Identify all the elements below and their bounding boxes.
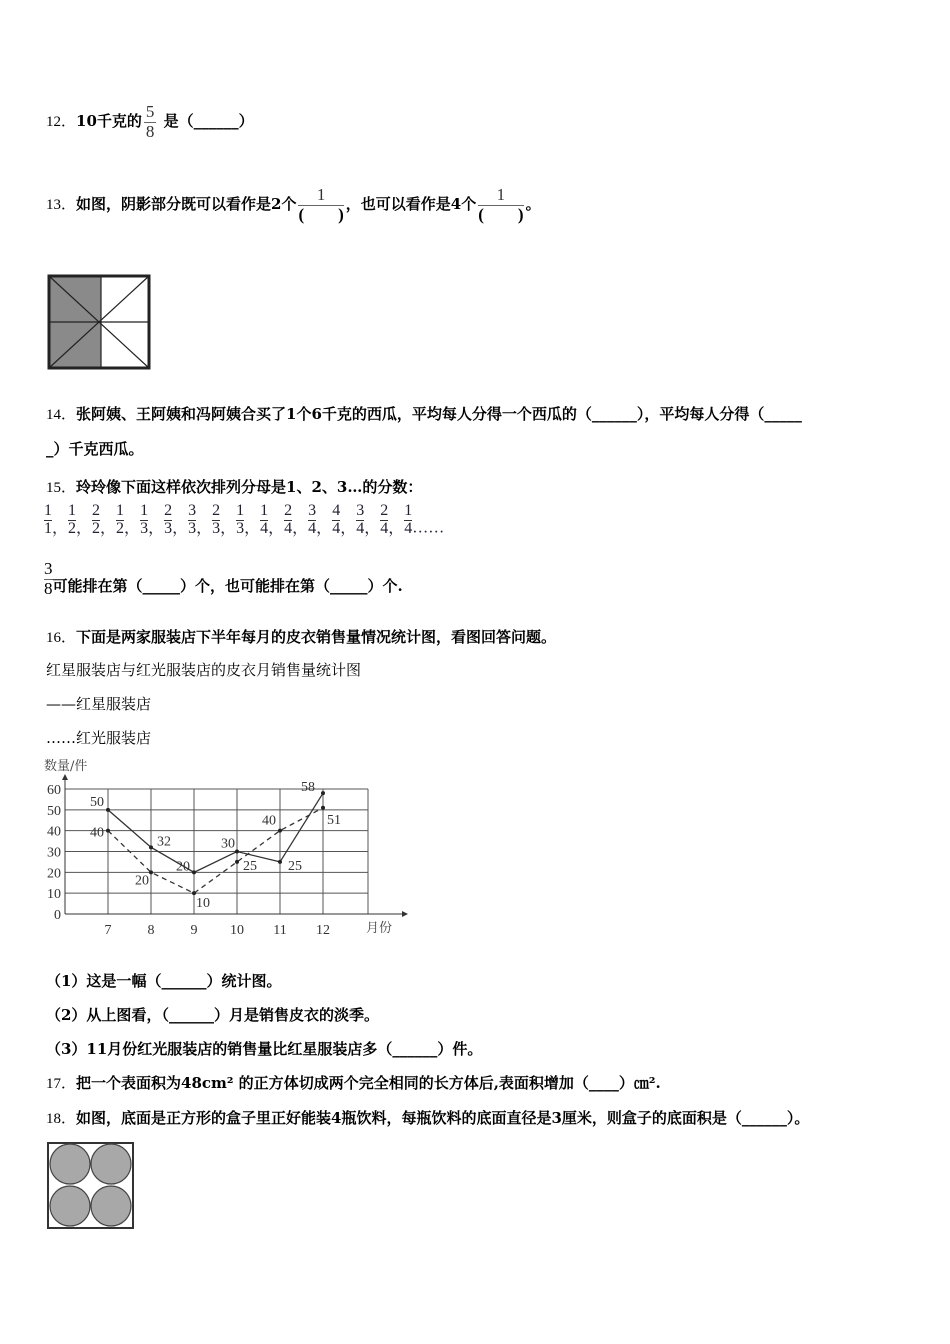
y-axis-label: 数量/件 bbox=[44, 759, 88, 774]
four-bottles-figure bbox=[46, 1141, 136, 1231]
denominator: 3 bbox=[212, 519, 221, 537]
separator: ， bbox=[196, 519, 213, 537]
legend-dashed: ……红光服装店 bbox=[46, 729, 152, 747]
numerator: 3 bbox=[356, 502, 365, 519]
question-15 bbox=[46, 476, 422, 497]
separator: ， bbox=[76, 519, 93, 537]
x-tick-label: 11 bbox=[273, 923, 287, 938]
shaded-square-figure bbox=[46, 273, 152, 371]
fraction-5-8 bbox=[144, 103, 157, 141]
denominator: 8 bbox=[145, 121, 155, 141]
q13-text: 。 bbox=[525, 195, 541, 214]
x-tick-label: 10 bbox=[230, 923, 244, 938]
q16-sub-1: （1）这是一幅（______）统计图。 bbox=[46, 972, 282, 990]
data-label: 51 bbox=[327, 812, 341, 828]
sequence-fraction bbox=[116, 503, 124, 538]
question-number: 17． bbox=[46, 1076, 77, 1092]
y-tick-label: 30 bbox=[47, 845, 61, 861]
numerator: 2 bbox=[284, 502, 293, 519]
question-number: 18． bbox=[46, 1111, 77, 1127]
sequence-fraction bbox=[44, 503, 52, 538]
denominator: 4 bbox=[332, 519, 341, 537]
y-tick-label: 40 bbox=[47, 824, 61, 840]
numerator: 2 bbox=[164, 502, 173, 519]
data-label: 50 bbox=[90, 794, 104, 810]
data-point bbox=[192, 891, 196, 895]
sequence-fraction bbox=[212, 503, 220, 538]
data-label: 40 bbox=[90, 825, 104, 841]
denominator-blank: ( ) bbox=[298, 204, 344, 224]
data-point bbox=[278, 829, 282, 833]
separator: ， bbox=[124, 519, 141, 537]
denominator: 4 bbox=[356, 519, 365, 537]
data-label: 20 bbox=[135, 873, 149, 889]
separator: ， bbox=[292, 519, 309, 537]
question-18 bbox=[46, 1107, 809, 1128]
separator: ， bbox=[244, 519, 261, 537]
numerator: 3 bbox=[44, 559, 53, 578]
line-chart bbox=[40, 750, 410, 940]
sequence-fraction bbox=[356, 503, 364, 538]
denominator: 4 bbox=[308, 519, 317, 537]
numerator: 1 bbox=[44, 502, 52, 519]
data-label: 10 bbox=[196, 896, 210, 912]
numerator: 1 bbox=[236, 502, 245, 519]
numerator: 2 bbox=[212, 502, 221, 519]
x-tick-label: 12 bbox=[316, 923, 330, 938]
numerator: 5 bbox=[145, 102, 155, 121]
data-point bbox=[278, 860, 282, 864]
y-tick-label: 0 bbox=[54, 908, 61, 923]
sequence-fraction bbox=[164, 503, 172, 538]
question-13 bbox=[46, 186, 541, 224]
denominator: 4 bbox=[380, 519, 389, 537]
fraction-1 bbox=[298, 186, 343, 224]
numerator: 1 bbox=[404, 502, 413, 519]
question-number: 12． bbox=[46, 114, 77, 131]
denominator: 4 bbox=[284, 519, 293, 537]
question-12 bbox=[46, 103, 254, 141]
data-point bbox=[106, 808, 110, 812]
data-point bbox=[106, 829, 110, 833]
separator: ， bbox=[52, 519, 69, 537]
denominator: 4 bbox=[260, 519, 269, 537]
sequence-fraction bbox=[188, 503, 196, 538]
denominator: 1 bbox=[44, 519, 52, 537]
data-point bbox=[149, 845, 153, 849]
q13-text: 如图，阴影部分既可以看作是2个 bbox=[76, 195, 297, 214]
chart-title: 红星服装店与红光服装店的皮衣月销售量统计图 bbox=[46, 661, 362, 679]
denominator: 2 bbox=[68, 519, 77, 537]
denominator: 3 bbox=[188, 519, 197, 537]
x-tick-label: 7 bbox=[104, 923, 112, 938]
q14-text: 张阿姨、王阿姨和冯阿姨合买了1个6千克的西瓜，平均每人分得一个西瓜的（______），平均每人分得（_____ bbox=[76, 405, 802, 423]
numerator: 4 bbox=[332, 502, 341, 519]
separator: ， bbox=[316, 519, 333, 537]
question-number: 16． bbox=[46, 630, 77, 646]
denominator: 4 bbox=[404, 519, 413, 537]
sequence-fraction bbox=[140, 503, 148, 538]
numerator: 3 bbox=[188, 502, 197, 519]
data-label: 20 bbox=[176, 859, 190, 875]
x-tick-label: 9 bbox=[190, 923, 198, 938]
numerator: 1 bbox=[260, 502, 269, 519]
legend-solid: ——红星服装店 bbox=[46, 695, 152, 713]
question-number: 13． bbox=[46, 197, 77, 214]
data-point bbox=[235, 850, 239, 854]
sequence-fraction bbox=[260, 503, 268, 538]
question-16 bbox=[46, 626, 556, 647]
denominator: 3 bbox=[140, 519, 149, 537]
sequence-fraction bbox=[380, 503, 388, 538]
y-axis-arrow bbox=[62, 774, 68, 780]
numerator: 2 bbox=[380, 502, 389, 519]
q16-sub-3: （3）11月份红光服装店的销售量比红星服装店多（______）件。 bbox=[46, 1040, 483, 1058]
denominator: 3 bbox=[236, 519, 245, 537]
denominator: 2 bbox=[116, 519, 125, 537]
fraction-3-8 bbox=[44, 560, 53, 598]
question-14-cont: _）千克西瓜。 bbox=[46, 440, 144, 458]
data-point bbox=[149, 870, 153, 874]
sequence-fraction bbox=[236, 503, 244, 538]
denominator-blank: ( ) bbox=[478, 204, 524, 224]
q12-text: 10千克的 bbox=[76, 112, 142, 131]
q16-text: 下面是两家服装店下半年每月的皮衣销售量情况统计图，看图回答问题。 bbox=[76, 628, 557, 646]
numerator: 1 bbox=[140, 502, 149, 519]
fraction-sequence bbox=[44, 503, 444, 538]
sequence-fraction bbox=[308, 503, 316, 538]
separator: ， bbox=[172, 519, 189, 537]
denominator: 3 bbox=[164, 519, 173, 537]
x-axis-arrow bbox=[402, 911, 408, 917]
numerator: 1 bbox=[68, 502, 77, 519]
question-number: 15． bbox=[46, 480, 77, 496]
numerator: 1 bbox=[478, 186, 523, 206]
separator: ， bbox=[364, 519, 381, 537]
y-tick-label: 20 bbox=[47, 866, 61, 882]
sequence-fraction bbox=[92, 503, 100, 538]
fraction-1 bbox=[478, 186, 523, 224]
x-tick-label: 8 bbox=[147, 923, 155, 938]
sequence-fraction bbox=[68, 503, 76, 538]
question-14 bbox=[46, 403, 802, 424]
q15-question-text: 可能排在第（_____）个，也可能排在第（_____）个. bbox=[52, 577, 403, 596]
numerator: 3 bbox=[308, 502, 317, 519]
q17-text: 把一个表面积为48cm² 的正方体切成两个完全相同的长方体后,表面积增加（____）㎝². bbox=[76, 1074, 661, 1092]
data-label: 40 bbox=[262, 813, 276, 829]
data-point bbox=[235, 860, 239, 864]
denominator: 2 bbox=[92, 519, 101, 537]
numerator: 1 bbox=[298, 186, 343, 206]
y-tick-label: 10 bbox=[47, 887, 61, 903]
sequence-fraction bbox=[284, 503, 292, 538]
question-number: 14． bbox=[46, 407, 77, 423]
y-tick-label: 50 bbox=[47, 803, 61, 819]
denominator: 8 bbox=[44, 578, 53, 598]
separator: ， bbox=[340, 519, 357, 537]
separator: ， bbox=[100, 519, 117, 537]
separator: ， bbox=[220, 519, 237, 537]
numerator: 1 bbox=[116, 502, 125, 519]
separator: ， bbox=[388, 519, 405, 537]
data-label: 58 bbox=[301, 780, 315, 796]
data-label: 30 bbox=[221, 836, 235, 852]
q18-text: 如图，底面是正方形的盒子里正好能装4瓶饮料，每瓶饮料的底面直径是3厘米，则盒子的底面积是（______）。 bbox=[76, 1109, 810, 1127]
separator: …… bbox=[412, 519, 445, 537]
data-point bbox=[192, 870, 196, 874]
q15-text: 玲玲像下面这样依次排列分母是1、2、3…的分数： bbox=[76, 478, 423, 496]
q15-question bbox=[44, 560, 403, 598]
data-point bbox=[321, 806, 325, 810]
data-point bbox=[321, 791, 325, 795]
numerator: 2 bbox=[92, 502, 101, 519]
separator: ， bbox=[148, 519, 165, 537]
x-axis-label: 月份 bbox=[366, 921, 393, 936]
sequence-fraction bbox=[332, 503, 340, 538]
q13-text: ，也可以看作是4个 bbox=[345, 195, 477, 214]
data-label: 25 bbox=[288, 858, 302, 874]
q16-sub-2: （2）从上图看，（______）月是销售皮衣的淡季。 bbox=[46, 1006, 379, 1024]
data-label: 25 bbox=[243, 858, 257, 874]
question-17 bbox=[46, 1072, 661, 1093]
q12-answer-blank: 是（______） bbox=[158, 112, 254, 131]
data-label: 32 bbox=[157, 834, 171, 850]
separator: ， bbox=[268, 519, 285, 537]
y-tick-label: 60 bbox=[47, 783, 61, 798]
